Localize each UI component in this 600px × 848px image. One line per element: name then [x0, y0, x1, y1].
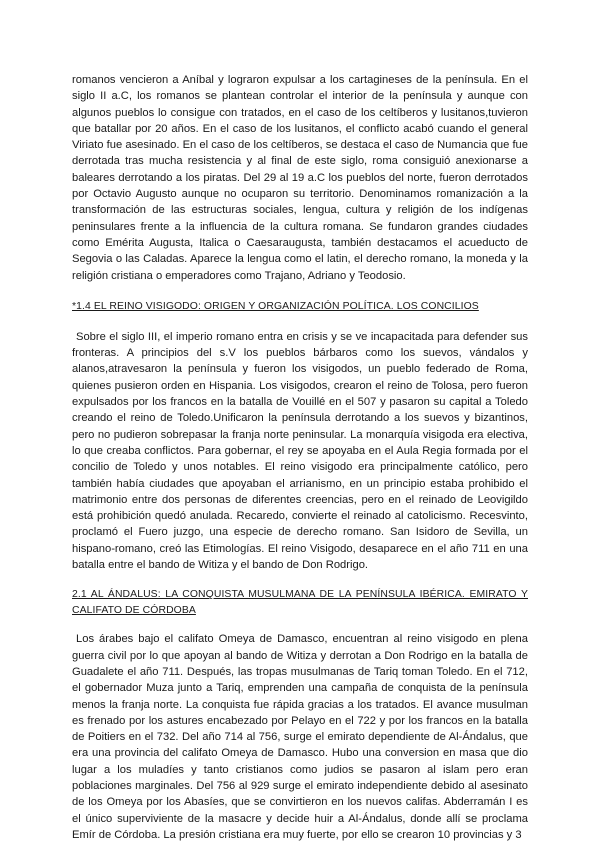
document-page [72, 72, 528, 843]
paragraph-romanization: romanos vencieron a Aníbal y lograron expulsar a los cartagineses de la península. En el siglo II a.C, los romanos se plantean controlar el interior de la península y aunque con algunos pueblos lo consigue con tratados, en el caso de los celtíberos y lusitanos,tuvieron que batallar por 20 años. En el caso de los lusitanos, el conflicto acabó cuando el general Viriato fue asesinado. En el caso de los celtíberos, se destaca el caso de Numancia que fue derrotada tras mucha resistencia y al final de este siglo, roma consiguió anexionarse a baleares derrotando a los piratas. Del 29 al 19 a.C los pueblos del norte, fueron derrotados por Octavio Augusto aunque no ocuparon su territorio. Denominamos romanización a la transformación de las estructuras sociales, lengua, cultura y religión de los indígenas peninsulares frente a la influencia de la cultura romana. Se fundaron grandes ciudades como Emérita Augusta, Italica o Caesaraugusta, también destacamos el acueducto de Segovia o las Caladas. Aparece la lengua como el latin, el derecho romano, la moneda y la religión cristiana o emperadores como Trajano, Adriano y Teodosio. [72, 74, 528, 282]
paragraph-al-andalus: Los árabes bajo el califato Omeya de Damasco, encuentran al reino visigodo en plena guerra civil por lo que apoyan al bando de Witiza y derrotan a Don Rodrigo en la batalla de Guadalete el año 711. Después, las tropas musulmanas de Tariq toman Toledo. En el 712, el gobernador Muza junto a Tariq, emprenden una campaña de conquista de la península menos la franja norte. La conquista fue rápida gracias a los tratados. El avance musulman es frenado por los astures encabezado por Pelayo en el 722 y por los francos en la batalla de Poitiers en el 732. Del año 714 al 756, surge el emirato dependiente de Al-Ándalus, que era una provincia del califato Omeya de Damasco. Hubo una conversion en masa que dio lugar a los muladíes y tanto cristianos como judios se pasaron al islam pero eran poblaciones marginales. Del 756 al 929 surge el emirato independiente debido al asesinato de los Omeya por los Abasíes, que se convirtieron en los nuevos califas. Abderramán I es el único superviviente de la masacre y decide huir a Al-Ándalus, donde allí se proclama Emír de Córdoba. La presión cristiana era muy fuerte, por ello se crearon 10 provincias y 3 [72, 633, 528, 841]
section-heading-visigoth-kingdom: *1.4 EL REINO VISIGODO: ORIGEN Y ORGANIZACIÓN POLÍTICA. LOS CONCILIOS [72, 300, 479, 312]
paragraph-visigoth-kingdom: Sobre el siglo III, el imperio romano entra en crisis y se ve incapacitada para defender sus fronteras. A principios del s.V los pueblos bárbaros como los suevos, vándalos y alanos,atravesaron la península y fueron los visigodos, un pueblo federado de Roma, quienes pusieron orden en Hispania. Los visigodos, crearon el reino de Tolosa, pero fueron expulsados por los francos en la batalla de Vouillé en el 507 y pasaron su capital a Toledo creando el reino de Toledo.Unificaron la península derrotando a los suevos y bizantinos, pero no pudieron sobrepasar la franja norte peninsular. La monarquía visigoda era electiva, lo que creaba conflictos. Para gobernar, el rey se apoyaba en el Aula Regia formada por el concilio de Toledo y unos notables. El reino visigodo era principalmente católico, pero también había ciudades que apoyaban el arrianismo, en un principio estaba prohibido el matrimonio entre dos personas de diferentes creencias, pero en el reinado de Leovigildo está prohibición quedó anulada. Recaredo, convierte el reinado al catolicismo. Recesvinto, proclamó el Fuero juzgo, una especie de derecho romano. San Isidoro de Sevilla, un hispano-romano, creó las Etimologías. El reino Visigodo, desaparece en el año 711 en una batalla entre el bando de Witiza y el bando de Don Rodrigo. [72, 330, 528, 572]
section-heading-al-andalus: 2.1 AL ÁNDALUS: LA CONQUISTA MUSULMANA DE LA PENÍNSULA IBÉRICA. EMIRATO Y CALIFATO DE CÓRDOBA [72, 589, 528, 617]
